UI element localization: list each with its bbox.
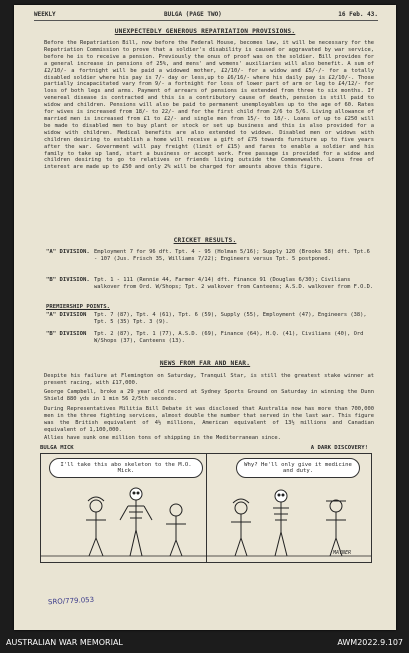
header-day: WEEKLY <box>34 11 56 18</box>
premiership-b-text: Tpt. 2 (87), Tpt. 1 (77), A.S.D. (69), Finance (64), H.Q. (41), Civilians (40), Ord W/Shops (37), Canteens (13). <box>94 331 364 344</box>
header-rule <box>34 20 378 21</box>
left-speech-bubble: I'll take this abo skeleton to the M.O. Mick. <box>49 458 203 478</box>
footer-left: AUSTRALIAN WAR MEMORIAL <box>6 638 123 647</box>
news-item: Despite his failure at Flemington on Saturday, Tranquil Star, is still the greatest stake winner at present racing, with £17,000. <box>44 373 374 386</box>
cartoon-drawing <box>41 454 371 562</box>
cricket-a-text: Employment 7 for 96 dft. Tpt. 4 - 95 (Holman 5/16); Supply 120 (Brooks 58) dft. Tpt.6 - 107 (Jus. Frisch 35, Williams 7/22); Engineers versus Tpt. 5 postponed. <box>94 249 370 262</box>
premiership-a-label: "A" DIVISION <box>46 312 87 318</box>
news-title: NEWS FROM FAR AND NEAR. <box>159 360 251 367</box>
cricket-title: CRICKET RESULTS. <box>173 237 237 244</box>
premiership-b-label: "B" DIVISION <box>46 331 87 337</box>
repat-title: UNEXPECTEDLY GENEROUS REPATRIATION PROVISIONS. <box>114 28 296 35</box>
cartoon-left-caption: BULGA MICK <box>40 445 74 451</box>
premiership-a-text: Tpt. 7 (87), Tpt. 4 (61), Tpt. 6 (59), Supply (55), Employment (47), Engineers (38), Tpt. 5 (35) Tpt. 3 (9). <box>94 312 367 325</box>
header-date: 16 Feb. 43. <box>338 11 378 18</box>
cricket-b-label: "B" DIVISION. <box>46 277 90 283</box>
cricket-b-text: Tpt. 1 - 111 (Rennie 44, Farmer 4/14) dft. Finance 91 (Douglas 6/30); Civilians walkover from Ord. W/Shops; Tpt. 2 walkover from Canteens; A.S.D. walkover from F.O.D. <box>94 277 374 290</box>
footer-right: AWM2022.9.107 <box>337 638 403 647</box>
cartoon-signature: MAYNER <box>332 550 351 556</box>
right-speech-bubble: Why? He'll only give it medicine and duty. <box>236 458 360 478</box>
archive-stamp: SRO/779.053 <box>47 595 95 607</box>
news-item: George Campbell, broke a 29 year old record at Sydney Sports Ground on Saturday in winning the Dunn Shield 880 yds in 1 min 56 2/5th seconds. <box>44 389 374 402</box>
repat-paragraph: Before the Repatriation Bill, now before the Federal House, becomes law, it will be necessary for the Repatriation Commission to prove that a soldier's disability is caused or aggravated by war service, before he is to receive a pension. Previously the onus of proof was on the soldier. Bill provides for a general increase in pensions of 25%, and mens' and womens' auxiliaries will also benefit. A sum of £2/10/- a fortnight will be paid a widowed mother, £2/10/- for a widow and £5/-/- for a totally disabled soldier where his pay is 7/- day or less,up to £6/16/- where his daily pay is £2/10/-. Those partially incapacitated vary from 9/- a fortnight for loss of lower part of arm or leg to £4/12/- for loss of both legs and arms. Payment of arrears of pensions is extended from three to six months. If venereal disease is contracted and this is a contributory cause of death, pension is still paid to widow and children. Pensions will also be paid to permanent unemployables up to the age of 60. Rates for wives is increased from 18/- to 22/- and for the first child from 2/6 to 5/6. Living allowance of married men is increased from £1 to £2/- and single men from 15/- to 18/-. Loans of up to £250 will be made to disabled men to buy plant or stock or set up business and this is also provided for a widow with children. Medical benefits are also extended to widows. Disabled men or widows with children desiring to establish a home will receive a gift of £75 towards furniture up to five years after the war. Government will pay freight (limit of £15) and fares to enable a soldier and his family to take up land, start a business or accept work. Free passage is provided for a widow and children desiring to go to relatives or friends living outside the Commonwealth. Loans free of interest are made up to £50 and only 2% will be charged for amounts above this figure. <box>44 40 374 171</box>
cartoon-strip <box>40 453 372 563</box>
cartoon-right-caption: A DARK DISCOVERY! <box>310 445 368 451</box>
news-item: Allies have sunk one million tons of shipping in the Mediterranean since. <box>44 435 281 441</box>
newsletter-page <box>14 5 396 630</box>
news-item: During Representatives Militia Bill Debate it was disclosed that Australia now has more than 700,000 men in the three fighting services, almost double the number that served in the last war. This figure was the British equivalent of 4½ millions, American equivalent of 13½ millions and Canadian equivalent of 1,100,000. <box>44 406 374 433</box>
cricket-a-label: "A" DIVISION. <box>46 249 90 255</box>
premiership-title: PREMIERSHIP POINTS. <box>46 304 110 310</box>
header-page: BULGA (PAGE TWO) <box>164 11 222 18</box>
